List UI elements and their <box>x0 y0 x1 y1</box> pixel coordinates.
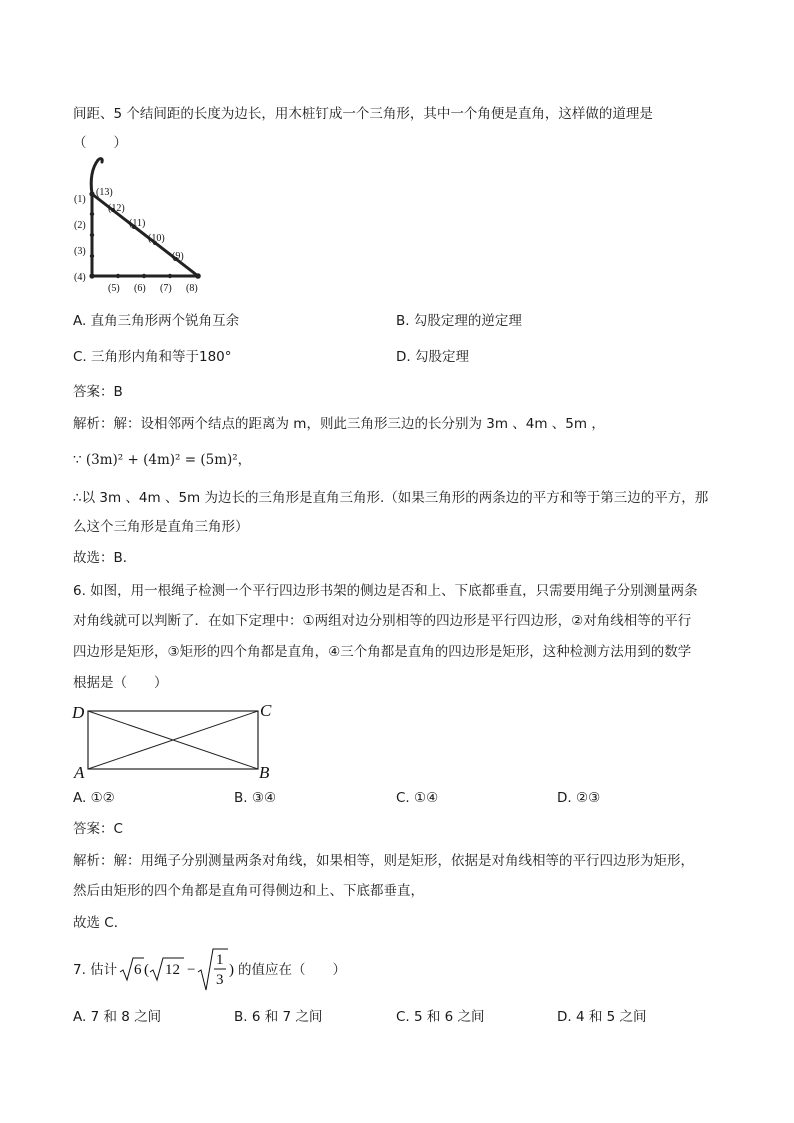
knot-label: (3) <box>74 246 86 257</box>
q6-stem-line1: 6. 如图，用一根绳子检测一个平行四边形书架的侧边是否和上、下底都垂直，只需要用绳子分别测量两条 <box>73 583 698 599</box>
q6-option-b[interactable]: B. ③④ <box>234 790 277 806</box>
q5-option-a[interactable]: A. 直角三角形两个锐角互余 <box>73 313 240 329</box>
q5-analysis-2: ∵ (3m)² + (4m)² = (5m)²， <box>73 452 252 468</box>
q5-stem-line1: 间距、5 个结间距的长度为边长，用木桩钉成一个三角形，其中一个角便是直角，这样做的道理是 <box>73 106 653 122</box>
knot-label: (4) <box>74 272 86 283</box>
svg-text:12: 12 <box>165 962 180 978</box>
q7-stem-prefix: 7. 估计 <box>73 962 118 978</box>
svg-text:3: 3 <box>216 972 224 988</box>
q6-answer: 答案：C <box>73 821 123 837</box>
q6-stem-line3: 四边形是矩形，③矩形的四个角都是直角，④三个角都是直角的四边形是矩形，这种检测方法用到的数学 <box>73 644 692 660</box>
svg-text:−: − <box>187 962 196 978</box>
vertex-d-label: D <box>72 703 85 722</box>
knot-label: (2) <box>74 220 86 231</box>
knot-label: (9) <box>172 251 184 262</box>
vertex-b-label: B <box>259 763 270 782</box>
q6-stem-line2: 对角线就可以判断了．在如下定理中：①两组对边分别相等的四边形是平行四边形，②对角线相等的平行 <box>73 613 692 629</box>
q7-option-c[interactable]: C. 5 和 6 之间 <box>396 1009 485 1025</box>
rectangle-diagonals-figure <box>66 698 286 782</box>
q7-option-a[interactable]: A. 7 和 8 之间 <box>73 1009 162 1025</box>
q6-option-c[interactable]: C. ①④ <box>396 790 439 806</box>
q6-option-a[interactable]: A. ①② <box>73 790 115 806</box>
q6-stem-line4: 根据是（ ） <box>73 675 168 691</box>
svg-text:(: ( <box>144 962 149 978</box>
knot-label: (12) <box>108 203 125 214</box>
q5-option-c[interactable]: C. 三角形内角和等于180° <box>73 349 232 365</box>
knot-triangle-figure <box>70 150 210 298</box>
q5-analysis-4: 么这个三角形是直角三角形） <box>73 519 249 535</box>
q5-answer: 答案：B <box>73 384 123 400</box>
q6-analysis-1: 解析：解：用绳子分别测量两条对角线，如果相等，则是矩形，依据是对角线相等的平行四边形为矩形， <box>73 853 694 869</box>
q5-analysis-3: ∴以 3m 、4m 、5m 为边长的三角形是直角三角形.（如果三角形的两条边的平方和等于第三边的平方，那 <box>73 490 709 506</box>
vertex-c-label: C <box>260 701 272 720</box>
knot-label: (6) <box>134 283 146 294</box>
knot-label: (11) <box>129 218 146 229</box>
q7-option-b[interactable]: B. 6 和 7 之间 <box>234 1009 323 1025</box>
q7-stem-suffix: 的值应在（ ） <box>238 962 346 978</box>
q6-option-d[interactable]: D. ②③ <box>557 790 601 806</box>
svg-text:1: 1 <box>216 952 224 968</box>
q5-stem-line2: （ ） <box>73 135 127 151</box>
knot-label: (10) <box>148 233 165 244</box>
q5-option-b[interactable]: B. 勾股定理的逆定理 <box>396 313 522 329</box>
knot-label: (5) <box>108 283 120 294</box>
knot-label: (1) <box>74 194 86 205</box>
knot-label: (13) <box>96 187 113 198</box>
vertex-a-label: A <box>74 763 85 782</box>
knot-label: (8) <box>186 283 198 294</box>
svg-text:): ) <box>229 962 234 978</box>
q5-option-d[interactable]: D. 勾股定理 <box>396 349 469 365</box>
q6-analysis-2: 然后由矩形的四个角都是直角可得侧边和上、下底都垂直， <box>73 883 424 899</box>
knot-label: (7) <box>160 283 172 294</box>
q6-choose: 故选 C． <box>73 915 128 931</box>
q7-option-d[interactable]: D. 4 和 5 之间 <box>557 1009 647 1025</box>
svg-text:6: 6 <box>134 962 142 978</box>
q5-choose: 故选：B． <box>73 550 137 566</box>
q5-analysis-1: 解析：解：设相邻两个结点的距离为 m，则此三角形三边的长分别为 3m 、4m 、5m ， <box>73 416 605 432</box>
